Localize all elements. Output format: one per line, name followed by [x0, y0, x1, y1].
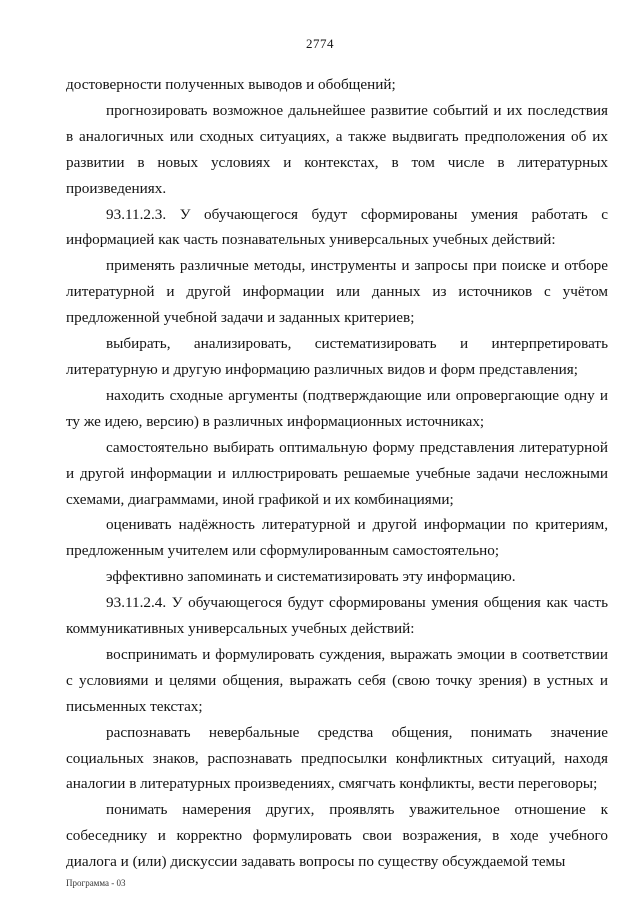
paragraph: понимать намерения других, проявлять уважительное отношение к собеседнику и корректно формулировать свои возражения, в ходе учебного диалога и (или) дискуссии задавать вопросы по существу обсуждаемой темы	[66, 801, 608, 871]
paragraph-continuation: достоверности полученных выводов и обобщений;	[66, 76, 396, 93]
paragraph: самостоятельно выбирать оптимальную форму представления литературной и другой информации и иллюстрировать решаемые учебные задачи несложными схемами, диаграммами, иной графикой и их комбинациями;	[66, 438, 608, 508]
paragraph: эффективно запоминать и систематизировать эту информацию.	[106, 568, 516, 586]
footer-label: Программа - 03	[66, 878, 126, 888]
paragraph: прогнозировать возможное дальнейшее развитие событий и их последствия в аналогичных или сходных ситуациях, а также выдвигать предположения об их развитии в новых условиях и контекстах, в том числе в литературных произведениях.	[66, 101, 608, 197]
paragraph: выбирать, анализировать, систематизировать и интерпретировать литературную и другую информацию различных видов и форм представления;	[66, 335, 608, 378]
body-text	[66, 72, 608, 875]
section-heading-93-11-2-4: 93.11.2.4. У обучающегося будут сформированы умения общения как часть коммуникативных универсальных учебных действий:	[66, 594, 608, 638]
paragraph: распознавать невербальные средства общения, понимать значение социальных знаков, распознавать предпосылки конфликтных ситуаций, находя аналогии в литературных произведениях, смягчать конфликты, вести переговоры;	[66, 723, 608, 793]
paragraph: воспринимать и формулировать суждения, выражать эмоции в соответствии с условиями и целями общения, выражать себя (свою точку зрения) в устных и письменных текстах;	[66, 645, 608, 715]
section-heading-93-11-2-3: 93.11.2.3. У обучающегося будут сформированы умения работать с информацией как часть познавательных универсальных учебных действий:	[66, 205, 608, 249]
paragraph: применять различные методы, инструменты и запросы при поиске и отборе литературной и другой информации или данных из источников с учётом предложенной учебной задачи и заданных критериев;	[66, 257, 608, 327]
paragraph: оценивать надёжность литературной и другой информации по критериям, предложенным учителем или сформулированным самостоятельно;	[66, 516, 608, 560]
paragraph: находить сходные аргументы (подтверждающие или опровергающие одну и ту же идею, версию) в различных информационных источниках;	[66, 386, 608, 430]
page-number: 2774	[306, 36, 334, 51]
